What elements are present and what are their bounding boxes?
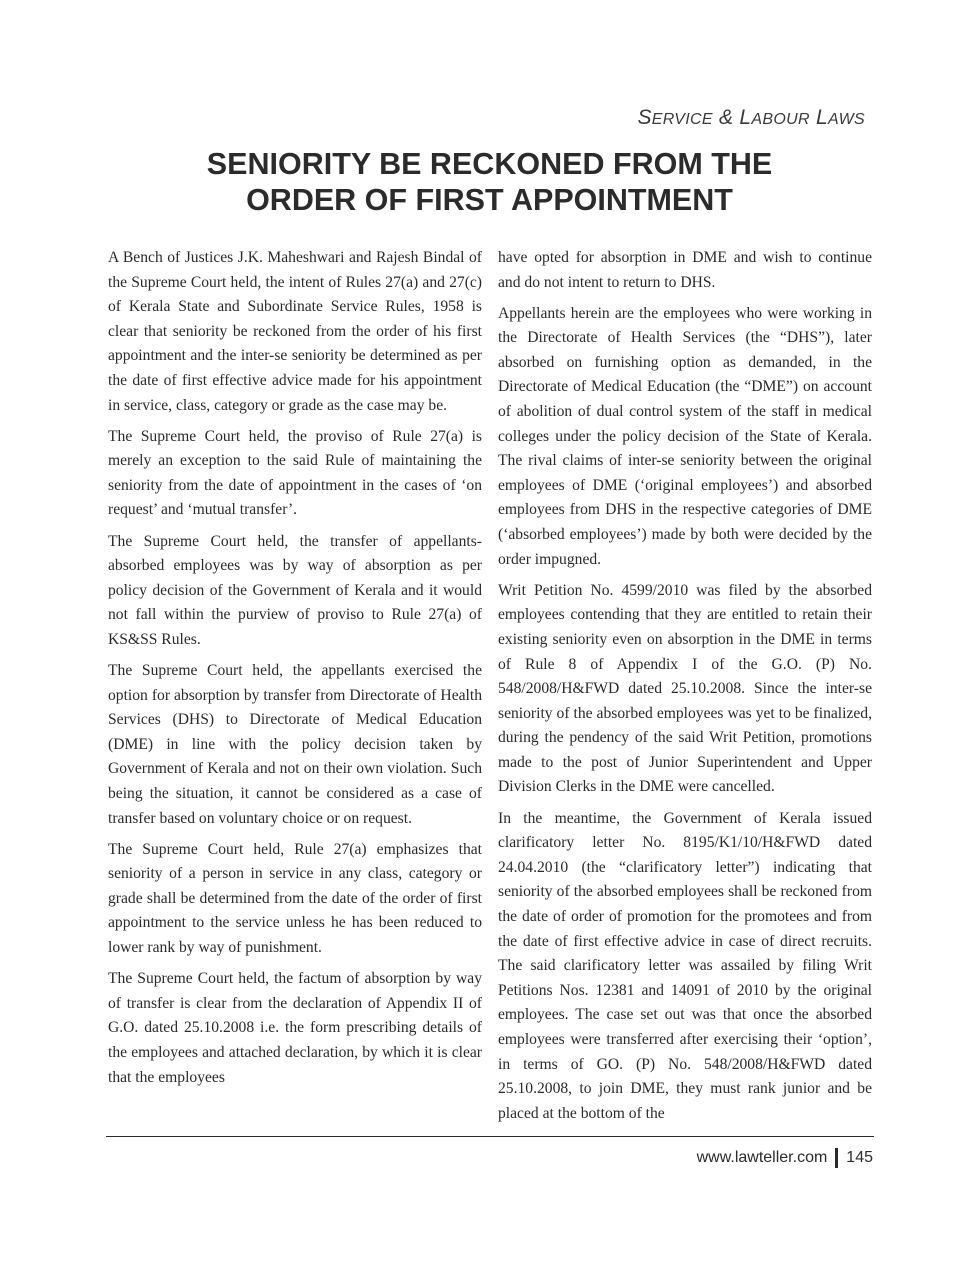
footer-divider <box>106 1136 874 1137</box>
paragraph: The Supreme Court held, the proviso of Rule 27(a) is merely an exception to the said Rule of maintaining the seniority from the date of appointment in the cases of ‘on request’ and ‘mutual transfer’. <box>108 427 482 519</box>
paragraph: The Supreme Court held, the factum of absorption by way of transfer is clear from the declaration of Appendix II of G.O. dated 25.10.2008 i.e. the form prescribing details of the employees and attached declaration, by which it is clear that the employees <box>108 970 482 1086</box>
left-column <box>108 246 482 1097</box>
section-heading-part: & <box>712 106 740 129</box>
paragraph: The Supreme Court held, the appellants exercised the option for absorption by transfer from Directorate of Health Services (DHS) to Directorate of Medical Education (DME) in line with the policy decision taken by Government of Kerala and not on their own violation. Such being the situation, it cannot be considered as a case of transfer based on voluntary choice or on request. <box>108 662 482 827</box>
section-heading <box>637 106 865 130</box>
footer-separator <box>835 1148 838 1168</box>
paragraph: The Supreme Court held, Rule 27(a) emphasizes that seniority of a person in service in any class, category or grade shall be determined from the date of the order of first appointment to the service unless he has been reduced to lower rank by way of punishment. <box>108 840 482 957</box>
article-title-line-2: ORDER OF FIRST APPOINTMENT <box>246 183 733 217</box>
right-column <box>498 246 872 1133</box>
paragraph: Writ Petition No. 4599/2010 was filed by the absorbed employees contending that they are entitled to retain their existing seniority even on absorption in the DME in terms of Rule 8 of Appendix I of the G.O. (P) No. 548/2008/H&FWD dated 25.10.2008. Since the inter-se seniority of the absorbed employees was yet to be finalized, during the pendency of the said Writ Petition, promotions made to the post of Junior Superintendent and Upper Division Clerks in the DME were cancelled. <box>498 581 872 796</box>
article-title <box>0 146 979 218</box>
paragraph: A Bench of Justices J.K. Maheshwari and Rajesh Bindal of the Supreme Court held, the intent of Rules 27(a) and 27(c) of Kerala State and Subordinate Service Rules, 1958 is clear that seniority be reckoned from the order of his first appointment and the inter-se seniority be determined as per the date of first effective advice made for his appointment in service, class, category or grade as the case may be. <box>108 249 482 414</box>
section-heading-part: S <box>637 106 652 129</box>
section-heading-part: ERVICE <box>651 111 713 128</box>
website-link[interactable]: www.lawteller.com <box>696 1149 828 1166</box>
section-heading-part: L <box>809 106 828 129</box>
paragraph: In the meantime, the Government of Kerala issued clarificatory letter No. 8195/K1/10/H&FWD dated 24.04.2010 (the “clarificatory letter”) indicating that seniority of the absorbed employees shall be reckoned from the date of order of promotion for the promotees and from the date of first effective advice in case of direct recruits. The said clarificatory letter was assailed by filing Writ Petitions Nos. 12381 and 14091 of 2010 by the original employees. The case set out was that once the absorbed employees were transferred after exercising their ‘option’, in terms of GO. (P) No. 548/2008/H&FWD dated 25.10.2008, to join DME, they must rank junior and be placed at the bottom of the <box>498 809 872 1122</box>
paragraph: have opted for absorption in DME and wish to continue and do not intent to return to DHS. <box>498 249 872 291</box>
page-number: 145 <box>846 1149 873 1166</box>
section-heading-part: AWS <box>827 111 865 128</box>
section-heading-part: ABOUR <box>751 111 810 128</box>
section-heading-part: L <box>739 106 752 129</box>
article-title-line-1: SENIORITY BE RECKONED FROM THE <box>206 147 773 181</box>
paragraph: Appellants herein are the employees who were working in the Directorate of Health Services (the “DHS”), later absorbed on furnishing option as demanded, in the Directorate of Medical Education (the “DME”) on account of abolition of dual control system of the staff in medical colleges under the policy decision of the State of Kerala. The rival claims of inter-se seniority between the original employees of DME (‘original employees’) and absorbed employees from DHS in the respective categories of DME (‘absorbed employees’) made by both were decided by the order impugned. <box>498 304 872 568</box>
page-footer <box>697 1148 873 1168</box>
paragraph: The Supreme Court held, the transfer of appellants-absorbed employees was by way of absorption as per policy decision of the Government of Kerala and it would not fall within the purview of proviso to Rule 27(a) of KS&SS Rules. <box>108 532 482 648</box>
